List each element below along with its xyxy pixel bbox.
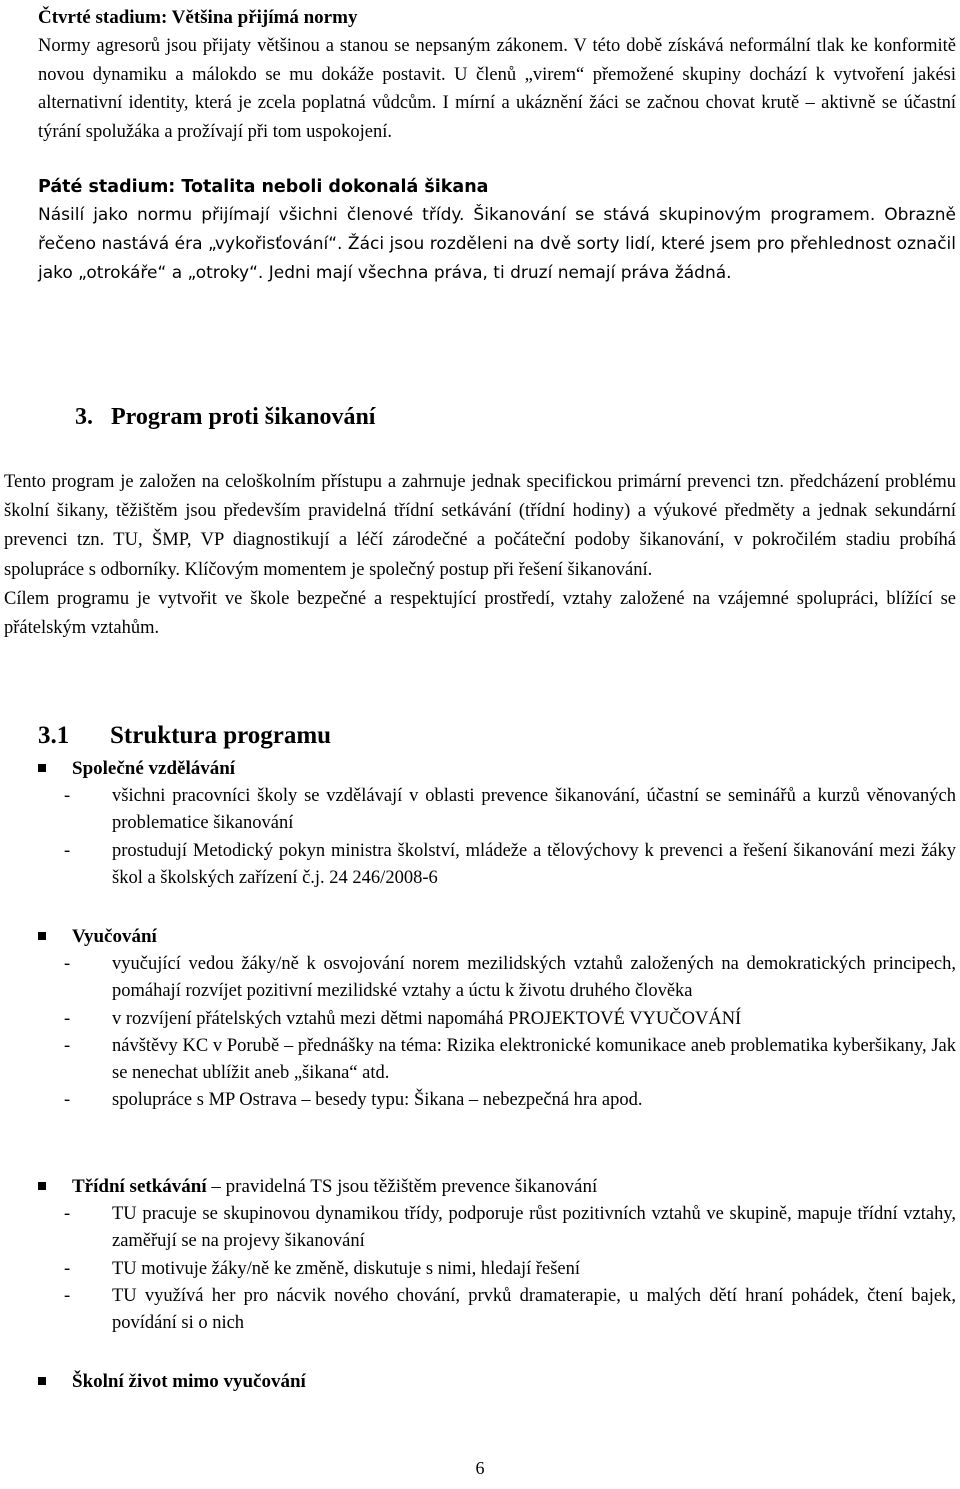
stage5-heading: Páté stadium: Totalita neboli dokonalá šikana: [38, 177, 489, 197]
section-3-1-heading: [38, 722, 331, 750]
list-item-text: spolupráce s MP Ostrava – besedy typu: Šikana – nebezpečná hra apod.: [112, 1090, 643, 1111]
group-heading-skolni-zivot: [38, 1368, 306, 1395]
list-item-text: všichni pracovníci školy se vzdělávají v oblasti prevence šikanování, účastní se seminářů a kurzů věnovaných problematice šikanování: [112, 786, 956, 834]
section-3-1-number: 3.1: [38, 722, 70, 749]
section-3-heading: [75, 404, 375, 431]
list-item: - TU pracuje se skupinovou dynamikou třídy, podporuje růst pozitivních vztahů ve skupině, mapuje třídní vztahy, zaměřují se na projevy šikanování: [64, 1204, 956, 1252]
stage4-text: Normy agresorů jsou přijaty většinou a stanou se nepsaným zákonem. V této době získává neformální tlak ke konformitě novou dynamiku a málokdo se mu dokáže postavit. U členů „virem“ přemožené skupiny dochází k vytvoření jakési alternativní identity, která je zcela poplatná vůdcům. I mírní a ukáznění žáci se začnou chovat krutě – aktivně se účastní týrání spolužáka a prožívají při tom uspokojení.: [38, 36, 956, 142]
page-number: 6: [475, 1458, 485, 1478]
group-heading-vzdelavani: [38, 755, 235, 782]
list-item: - všichni pracovníci školy se vzdělávají v oblasti prevence šikanování, účastní se seminářů a kurzů věnovaných problematice šikanování: [64, 786, 956, 834]
list-item-text: TU využívá her pro nácvik nového chování, prvků dramaterapie, u malých dětí hraní pohádek, čtení bajek, povídání si o nich: [112, 1285, 956, 1334]
square-bullet-icon: [38, 1377, 46, 1385]
group-list-vzdelavani: [64, 783, 956, 892]
section-3-paragraph-1: Tento program je založen na celoškolním přístupu a zahrnuje jednak specifickou primární prevenci tzn. předcházení problému školní šikany, těžištěm jsou především pravidelná třídní setkávání (třídní hodiny) a výukové předměty a jednak sekundární prevenci tzn. TU, ŠMP, VP diagnostikují a léčí zárodečné a počáteční podoby šikanování, v pokročilém stadiu probíhá spolupráce s odborníky. Klíčovým momentem je společný postup při řešení šikanování.: [4, 472, 956, 580]
list-item: - v rozvíjení přátelských vztahů mezi dětmi napomáhá PROJEKTOVÉ VYUČOVÁNÍ: [64, 1008, 742, 1029]
list-item-text: vyučující vedou žáky/ně k osvojování norem mezilidských vztahů založených na demokratických principech, pomáhají rozvíjet pozitivní mezilidské vztahy a úctu k životu druhého člověka: [112, 954, 956, 1002]
list-item-text: TU pracuje se skupinovou dynamikou třídy, podporuje růst pozitivních vztahů ve skupině, mapuje třídní vztahy, zaměřují se na projevy šikanování: [112, 1204, 956, 1252]
list-item: - prostudují Metodický pokyn ministra školství, mládeže a tělovýchovy k prevenci a řešení šikanování mezi žáky škol a školských zařízení č.j. 24 246/2008-6: [64, 840, 956, 888]
stage5-section: [38, 173, 956, 288]
list-item: - spolupráce s MP Ostrava – besedy typu: Šikana – nebezpečná hra apod.: [64, 1090, 643, 1111]
section-3-1-title: Struktura programu: [110, 722, 332, 749]
list-item: - návštěvy KC v Porubě – přednášky na téma: Rizika elektronické komunikace aneb problematika kyberšikany, Jak se nenechat ublížit aneb „šikana“ atd.: [64, 1035, 956, 1084]
section-3-paragraph-2: Cílem programu je vytvořit ve škole bezpečné a respektující prostředí, vztahy založené na vzájemné spolupráci, blížící se přátelským vztahům.: [4, 588, 956, 639]
group-list-tridni-setkavani: [64, 1201, 956, 1337]
list-item-text: návštěvy KC v Porubě – přednášky na téma: Rizika elektronické komunikace aneb problematika kyberšikany, Jak se nenechat ublížit aneb „šikana“ atd.: [112, 1035, 956, 1084]
group-heading-rest: – pravidelná TS jsou těžištěm prevence šikanování: [206, 1176, 598, 1197]
list-item-text: prostudují Metodický pokyn ministra školství, mládeže a tělovýchovy k prevenci a řešení šikanování mezi žáky škol a školských zařízení č.j. 24 246/2008-6: [112, 840, 956, 888]
group-list-vyucovani: [64, 951, 956, 1115]
list-item: - TU využívá her pro nácvik nového chování, prvků dramaterapie, u malých dětí hraní pohádek, čtení bajek, povídání si o nich: [64, 1285, 956, 1334]
group-heading-vyucovani: [38, 923, 157, 950]
list-item: - TU motivuje žáky/ně ke změně, diskutuje s nimi, hledají řešení: [64, 1258, 581, 1279]
stage4-heading: Čtvrté stadium: Většina přijímá normy: [38, 7, 358, 28]
stage5-text: Násilí jako normu přijímají všichni členové třídy. Šikanování se stává skupinovým programem. Obrazně řečeno nastává éra „vykořisťování“. Žáci jsou rozděleni na dvě sorty lidí, které jsem pro přehlednost označil jako „otrokáře“ a „otroky“. Jedni mají všechna práva, ti druzí nemají práva žádná.: [38, 205, 956, 283]
square-bullet-icon: [38, 1182, 46, 1190]
list-item-text: TU motivuje žáky/ně ke změně, diskutuje s nimi, hledají řešení: [112, 1258, 581, 1279]
group-heading-text: Vyučování: [72, 926, 157, 947]
stage4-section: [38, 4, 956, 146]
list-item: - vyučující vedou žáky/ně k osvojování norem mezilidských vztahů založených na demokratických principech, pomáhají rozvíjet pozitivní mezilidské vztahy a úctu k životu druhého člověka: [64, 954, 956, 1002]
section-3-body: [4, 468, 956, 643]
list-item-text: v rozvíjení přátelských vztahů mezi dětmi napomáhá PROJEKTOVÉ VYUČOVÁNÍ: [112, 1008, 742, 1029]
square-bullet-icon: [38, 764, 46, 772]
section-3-title: Program proti šikanování: [111, 404, 376, 430]
group-heading-tridni-setkavani: [38, 1173, 597, 1200]
group-heading-text: Školní život mimo vyučování: [72, 1371, 306, 1392]
group-heading-text: Třídní setkávání: [72, 1176, 207, 1197]
square-bullet-icon: [38, 932, 46, 940]
section-3-number: 3.: [75, 404, 93, 430]
group-heading-text: Společné vzdělávání: [72, 758, 236, 779]
